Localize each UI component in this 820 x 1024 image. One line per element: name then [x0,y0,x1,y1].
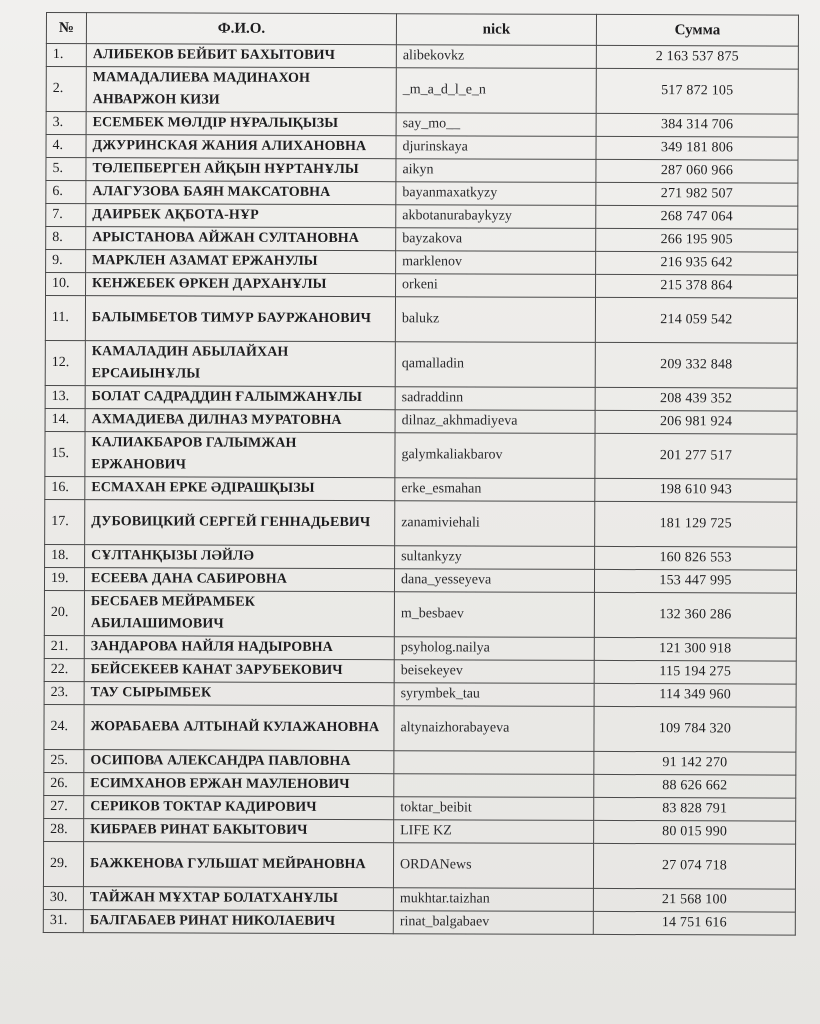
table-row [46,158,798,184]
table-row [45,340,797,388]
row-sum: 14 751 616 [593,911,795,935]
row-sum: 153 447 995 [594,569,796,593]
row-number: 19. [44,567,84,590]
row-sum: 181 129 725 [595,501,797,547]
row-nick: LIFE KZ [394,820,594,844]
row-sum: 91 142 270 [594,751,796,775]
table-body [43,44,798,936]
row-full-name: ОСИПОВА АЛЕКСАНДРА ПАВЛОВНА [84,750,394,774]
row-full-name: АЛИБЕКОВ БЕЙБИТ БАХЫТОВИЧ [86,44,396,68]
row-full-name: ЕСЕМБЕК МӨЛДІР НҰРАЛЫҚЫЗЫ [86,112,396,136]
row-sum: 2 163 537 875 [596,45,798,69]
table-row [43,841,795,889]
table-row [44,635,796,661]
row-nick: toktar_beibit [394,797,594,821]
row-nick: galymkaliakbarov [395,433,595,479]
row-nick: sadraddinn [395,387,595,411]
row-number: 15. [45,431,85,476]
table-row [44,772,796,798]
row-sum: 349 181 806 [596,136,798,160]
row-sum: 114 349 960 [594,683,796,707]
row-sum: 208 439 352 [595,387,797,411]
row-full-name: АЛАГУЗОВА БАЯН МАКСАТОВНА [86,181,396,205]
row-full-name: ТАУ СЫРЫМБЕК [84,682,394,706]
row-nick: djurinskaya [396,136,596,160]
row-number: 5. [46,158,86,181]
row-sum: 266 195 905 [596,228,798,252]
row-nick: psyholog.nailya [394,637,594,661]
row-full-name: МАРКЛЕН АЗАМАТ ЕРЖАНУЛЫ [86,250,396,274]
row-number: 27. [44,795,84,818]
row-sum: 27 074 718 [593,843,795,889]
row-sum: 80 015 990 [594,820,796,844]
row-sum: 216 935 642 [596,251,798,275]
table-row [46,181,798,207]
row-full-name: КИБРАЕВ РИНАТ БАКЫТОВИЧ [84,819,394,843]
row-nick: _m_a_d_l_e_n [396,68,596,114]
row-full-name: КАМАЛАДИН АБЫЛАЙХАН ЕРСАИЫНҰЛЫ [85,341,395,387]
row-number: 21. [44,635,84,658]
table-row [45,385,797,411]
row-number: 10. [46,273,86,296]
row-number: 9. [46,250,86,273]
table-row [44,658,796,684]
row-nick: orkeni [396,274,596,298]
table-row [46,227,798,253]
row-nick: syrymbek_tau [394,683,594,707]
row-sum: 214 059 542 [595,297,797,343]
table-row [46,112,798,138]
row-number: 2. [46,67,86,112]
row-nick [394,774,594,798]
table-row [45,408,797,434]
row-number: 7. [46,204,86,227]
row-sum: 268 747 064 [596,205,798,229]
row-full-name: БАЖКЕНОВА ГУЛЬШАТ МЕЙРАНОВНА [83,842,393,888]
row-nick: zanamiviehali [395,501,595,547]
row-number: 13. [45,385,85,408]
row-nick: dana_yesseyeva [394,569,594,593]
row-sum: 21 568 100 [593,888,795,912]
row-nick: bayzakova [396,228,596,252]
row-sum: 121 300 918 [594,637,796,661]
row-number: 16. [45,476,85,499]
table-row [46,204,798,230]
row-full-name: АРЫСТАНОВА АЙЖАН СУЛТАНОВНА [86,227,396,251]
row-full-name: БАЛЫМБЕТОВ ТИМУР БАУРЖАНОВИЧ [85,296,395,342]
donor-table [43,12,799,936]
row-full-name: ДУБОВИЦКИЙ СЕРГЕЙ ГЕННАДЬЕВИЧ [85,500,395,546]
row-number: 23. [44,681,84,704]
row-sum: 198 610 943 [595,478,797,502]
header-number: № [46,13,86,44]
row-full-name: АХМАДИЕВА ДИЛНАЗ МУРАТОВНА [85,409,395,433]
table-row [46,44,798,70]
row-sum: 88 626 662 [594,774,796,798]
row-number: 17. [45,499,85,544]
row-sum: 517 872 105 [596,68,798,114]
row-nick: beisekeyev [394,660,594,684]
row-full-name: ТАЙЖАН МҰХТАР БОЛАТХАНҰЛЫ [83,887,393,911]
row-number: 20. [44,590,84,635]
row-number: 6. [46,181,86,204]
header-sum: Сумма [596,14,798,46]
row-full-name: БЕЙСЕКЕЕВ КАНАТ ЗАРУБЕКОВИЧ [84,659,394,683]
row-full-name: ЕСИМХАНОВ ЕРЖАН МАУЛЕНОВИЧ [84,773,394,797]
row-full-name: ЕСМАХАН ЕРКЕ ӘДІРАШҚЫЗЫ [85,477,395,501]
table-row [45,544,797,570]
row-nick: marklenov [396,251,596,275]
row-number: 30. [43,886,83,909]
table-row [46,135,798,161]
row-full-name: БАЛГАБАЕВ РИНАТ НИКОЛАЕВИЧ [83,910,393,934]
table-row [44,681,796,707]
table-row [43,886,795,912]
row-full-name: СҰЛТАНҚЫЗЫ ЛӘЙЛӘ [85,545,395,569]
row-nick: alibekovkz [396,45,596,69]
row-nick [394,751,594,775]
row-number: 14. [45,408,85,431]
row-sum: 201 277 517 [595,433,797,479]
row-sum: 206 981 924 [595,410,797,434]
table-row [44,795,796,821]
row-nick: sultankyzy [395,546,595,570]
row-nick: aikyn [396,159,596,183]
row-nick: say_mo__ [396,113,596,137]
row-number: 8. [46,227,86,250]
table-row [43,909,795,935]
table-row [44,704,796,752]
row-full-name: ЕСЕЕВА ДАНА САБИРОВНА [84,568,394,592]
table-row [44,749,796,775]
row-nick: bayanmaxatkyzy [396,182,596,206]
row-full-name: СЕРИКОВ ТОКТАР КАДИРОВИЧ [84,796,394,820]
row-number: 28. [44,818,84,841]
row-full-name: ЗАНДАРОВА НАЙЛЯ НАДЫРОВНА [84,636,394,660]
row-number: 4. [46,135,86,158]
table-row [46,273,798,299]
row-number: 31. [43,909,83,932]
row-number: 26. [44,772,84,795]
table-row [45,296,797,344]
table-row [44,590,796,638]
header-nick: nick [396,14,596,46]
row-nick: balukz [395,297,595,343]
row-nick: erke_esmahan [395,478,595,502]
table-row [45,476,797,502]
row-full-name: ТӨЛЕПБЕРГЕН АЙҚЫН НҰРТАНҰЛЫ [86,158,396,182]
row-nick: dilnaz_akhmadiyeva [395,410,595,434]
row-nick: mukhtar.taizhan [393,888,593,912]
row-full-name: БОЛАТ САДРАДДИН ҒАЛЫМЖАНҰЛЫ [85,386,395,410]
row-sum: 132 360 286 [594,592,796,638]
table-row [44,818,796,844]
row-nick: ORDANews [393,843,593,889]
row-sum: 215 378 864 [596,274,798,298]
row-number: 1. [46,44,86,67]
row-number: 12. [45,340,85,385]
row-sum: 115 194 275 [594,660,796,684]
table-row [46,250,798,276]
row-nick: rinat_balgabaev [393,911,593,935]
row-nick: akbotanurabaykyzy [396,205,596,229]
table-row [45,499,797,547]
row-number: 22. [44,658,84,681]
row-sum: 287 060 966 [596,159,798,183]
row-full-name: ДАИРБЕК АҚБОТА-НҰР [86,204,396,228]
row-number: 11. [45,296,85,341]
row-sum: 209 332 848 [595,342,797,388]
row-nick: m_besbaev [394,592,594,638]
row-full-name: БЕСБАЕВ МЕЙРАМБЕК АБИЛАШИМОВИЧ [84,591,394,637]
row-full-name: ДЖУРИНСКАЯ ЖАНИЯ АЛИХАНОВНА [86,135,396,159]
row-number: 18. [45,544,85,567]
table-row [44,567,796,593]
row-full-name: МАМАДАЛИЕВА МАДИНАХОН АНВАРЖОН КИЗИ [86,67,396,113]
table-row [46,67,798,115]
header-full-name: Ф.И.О. [86,13,396,45]
table-header-row [46,13,798,47]
row-number: 3. [46,112,86,135]
row-sum: 83 828 791 [594,797,796,821]
row-sum: 109 784 320 [594,706,796,752]
row-number: 25. [44,749,84,772]
row-number: 24. [44,704,84,749]
row-sum: 160 826 553 [595,546,797,570]
row-sum: 384 314 706 [596,113,798,137]
row-nick: qamalladin [395,342,595,388]
table-row [45,431,797,479]
row-nick: altynaizhorabayeva [394,706,594,752]
row-full-name: КЕНЖЕБЕК ӨРКЕН ДАРХАНҰЛЫ [86,273,396,297]
row-full-name: КАЛИАКБАРОВ ГАЛЫМЖАН ЕРЖАНОВИЧ [85,432,395,478]
row-full-name: ЖОРАБАЕВА АЛТЫНАЙ КУЛАЖАНОВНА [84,705,394,751]
row-number: 29. [43,841,83,886]
row-sum: 271 982 507 [596,182,798,206]
